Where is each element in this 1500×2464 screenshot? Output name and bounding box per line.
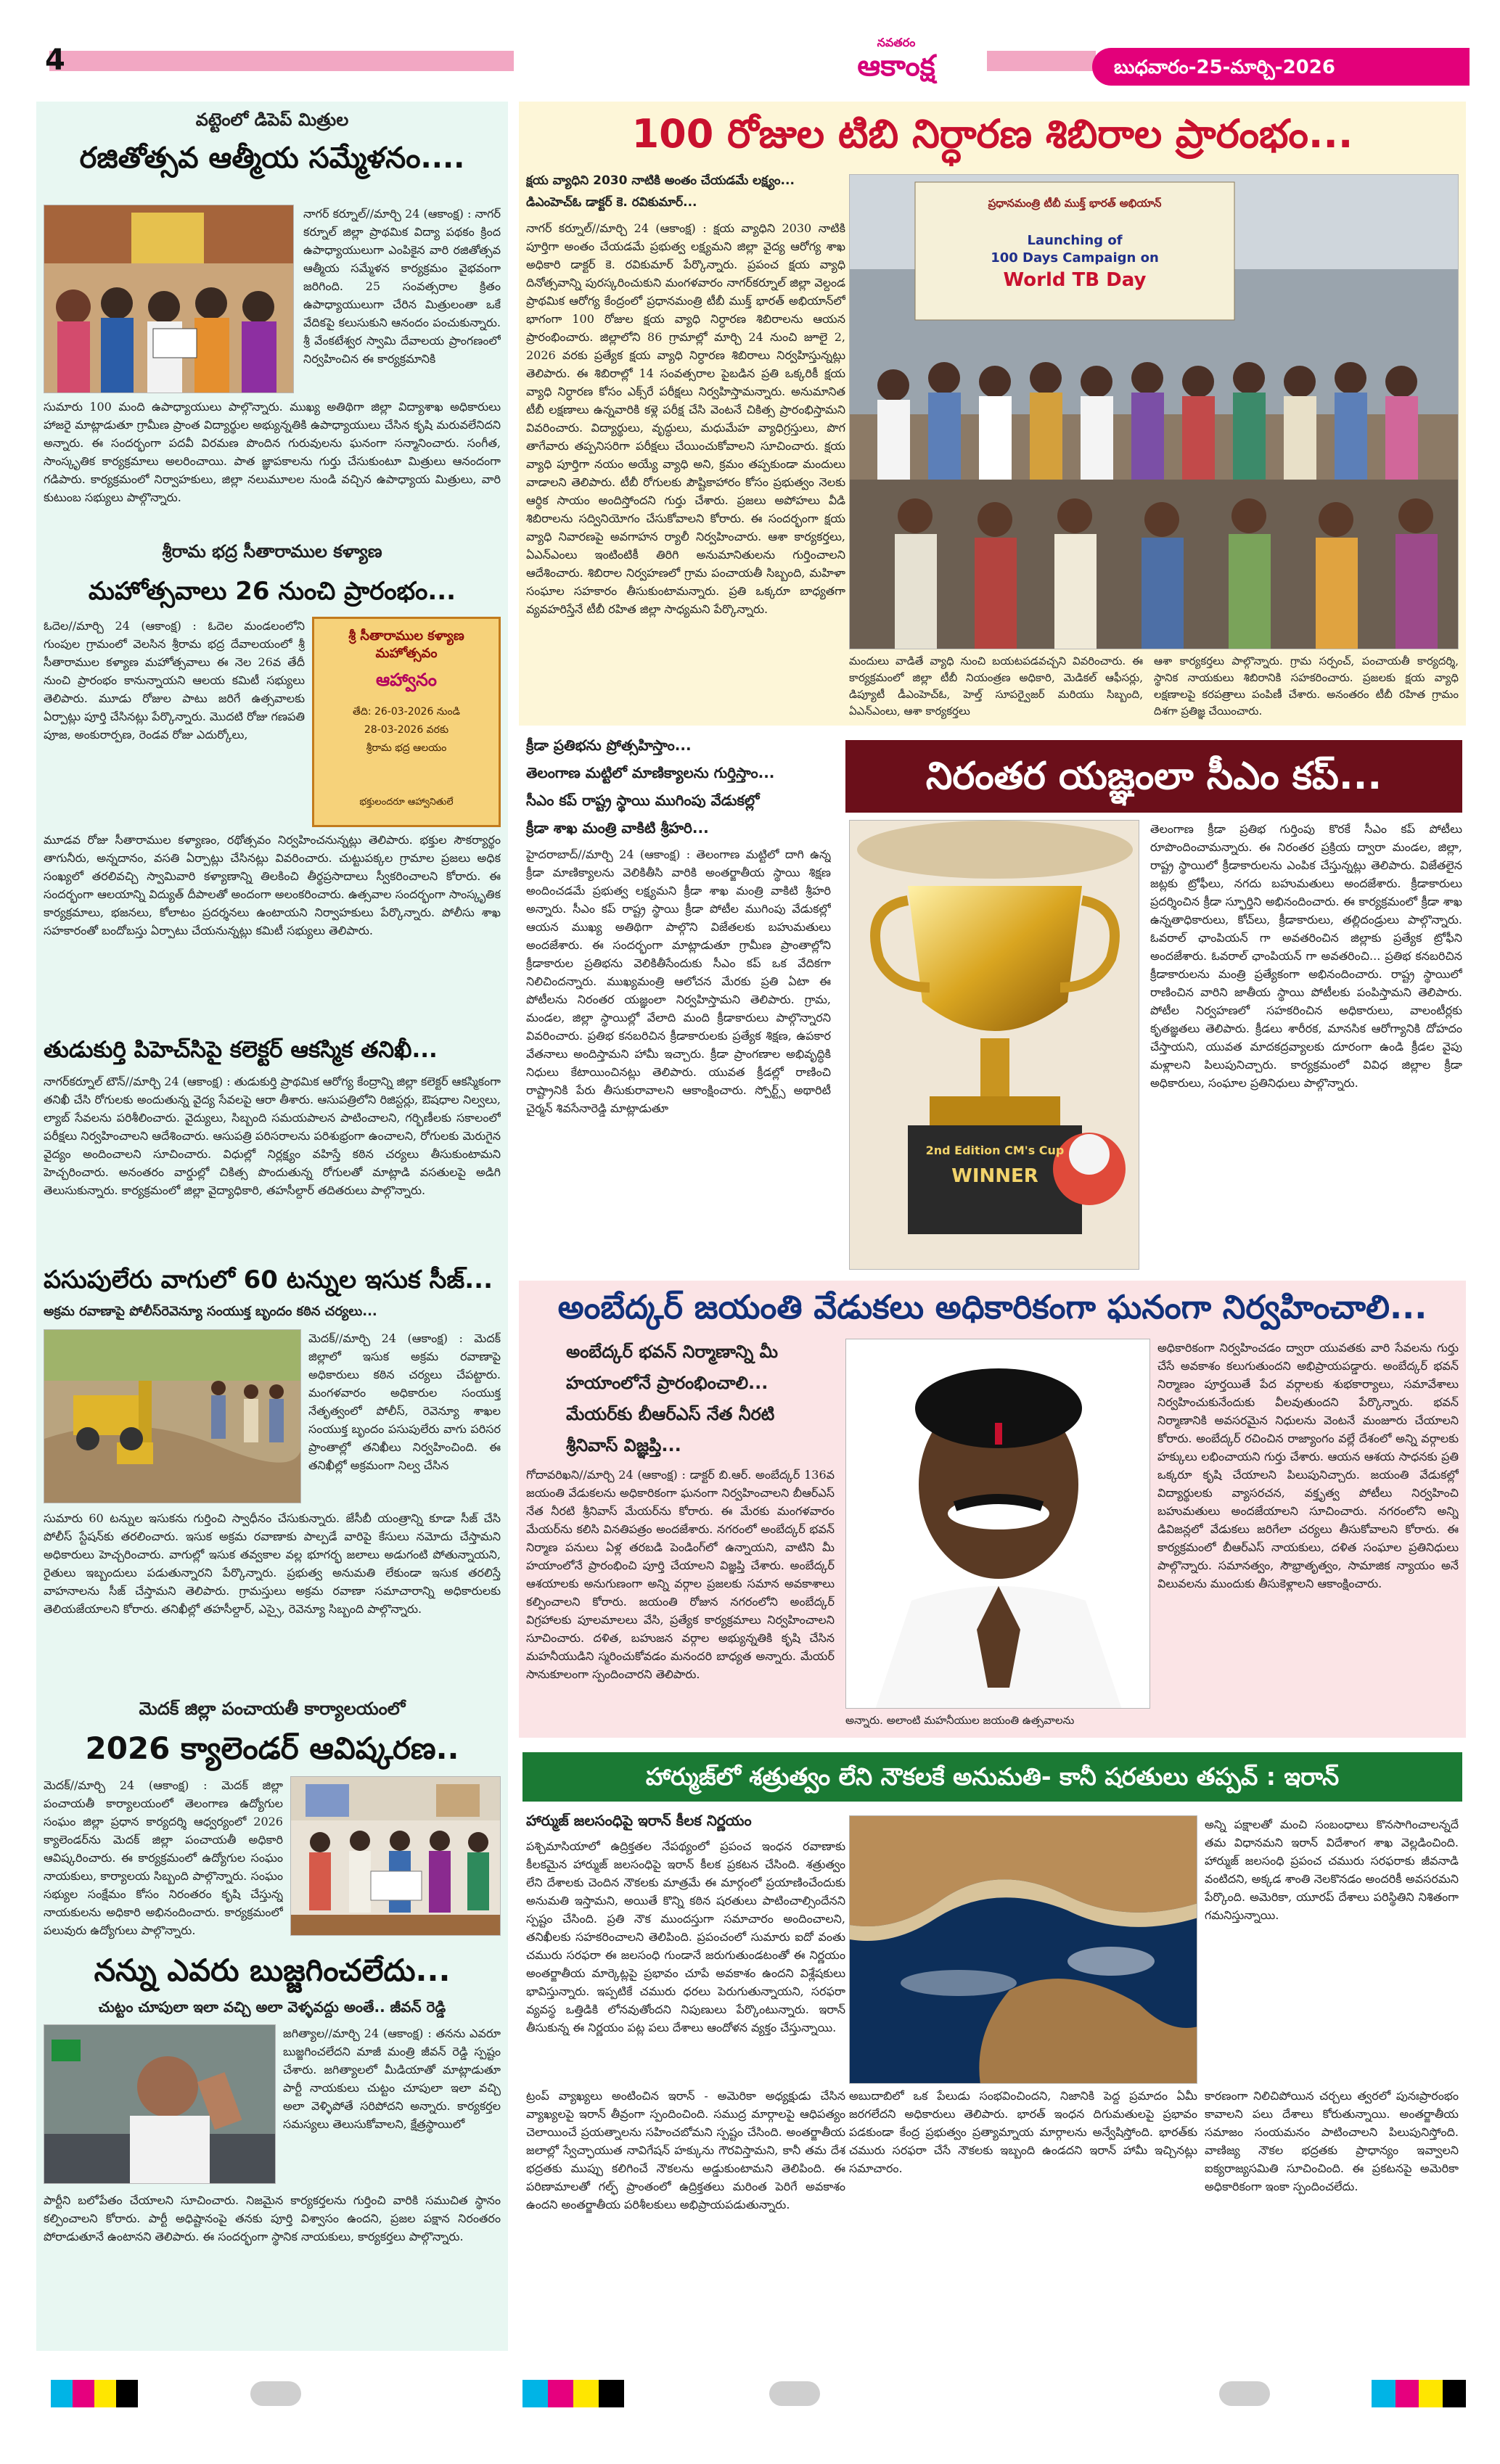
black-swatch [1443, 2380, 1467, 2407]
a5-body: మెదక్//మార్చి 24 (ఆకాంక్ష) : మెదక్ జిల్లా పంచాయతీ కార్యాలయంలో తెలంగాణ ఉద్యోగుల సంఘం జిల్లా ప్రధాన కార్యదర్శి ఆధ్వర్యంలో 2026 క్యాలెండర్‌ను మెదక్ జిల్లా పంచాయతీ అధికారి ఆవిష్కరించారు. ఈ కార్యక్రమంలో ఉద్యోగుల సంఘం నాయకులు, కార్యాలయ సిబ్బంది పాల్గొన్నారు. సంఘం సభ్యుల సంక్షేమం కోసం నిరంతరం కృషి చేస్తున్న నాయకులను అధికారి అభినందించారు. కార్యక్రమంలో పలువురు ఉద్యోగులు పాల్గొన్నారు. [44, 1778, 283, 1937]
a6-body-right: జగిత్యాల//మార్చి 24 (ఆకాంక్ష) : తనను ఎవరూ బుజ్జగించలేదని మాజీ మంత్రి జీవన్ రెడ్డి స్పష్టం చేశారు. జగిత్యాలలో మీడియాతో మాట్లాడుతూ పార్టీ నాయకులు చుట్టం చూపులా ఇలా వచ్చి అలా వెళ్ళిపోతే సరిపోదని అన్నారు. కార్యకర్తల సమస్యలు తెలుసుకోవాలని, క్షేత్రస్థాయిలో [283, 2026, 501, 2131]
trophy-svg [850, 821, 1139, 1270]
a3-headline: తుడుకుర్తి పిహెచ్‌సిపై కలెక్టర్ ఆకస్మిక తనిఖీ... [44, 1037, 438, 1063]
trophy-text-1: 2nd Edition CM's Cup [925, 1143, 1065, 1157]
tb-banner-text-1: ప్రధానమంత్రి టీబీ ముక్త్ భారత్ అభియాన్ [988, 197, 1162, 210]
satellite-svg [850, 1816, 1197, 2084]
magenta-swatch [548, 2380, 573, 2407]
iran-body-mid-lower: అబుదాబిలో ఒక పేలుడు సంభవించిందని, నిజానికి పెద్ద ప్రమాదం ఏమీ జరగలేదని అధికారులు తెలిపారు. భారత్ ఇంధన దిగుమతులపై ప్రభావం పడకుండా కేంద్ర ప్రభుత్వం ప్రత్యామ్నాయ మార్గాలను అన్వేషిస్తోంది. భారత్‌కు చమురు సరఫరా చేసే నౌకలకు ఇబ్బంది ఉండదని ఇరాన్ హామీ ఇచ్చినట్లు సమాచారం. [849, 2089, 1197, 2175]
iran-body-col1: పశ్చిమాసియాలో ఉద్రిక్తతల నేపథ్యంలో ప్రపంచ ఇంధన రవాణాకు కీలకమైన హార్ముజ్ జలసంధిపై ఇరాన్ కీలక ప్రకటన చేసింది. శత్రుత్వం లేని దేశాలకు చెందిన నౌకలకు మాత్రమే ఈ మార్గంలో ప్రయాణించేందుకు అనుమతి ఇస్తామని, అయితే కొన్ని కఠిన షరతులు పాటించాల్సిందేనని స్పష్టం చేసింది. ప్రతి నౌక ముందస్తుగా సమాచారం అందించాలని, తనిఖీలకు సహకరించాలని తెలిపింది. ప్రపంచంలో సుమారు ఐదో వంతు చమురు సరఫరా ఈ జలసంధి గుండానే జరుగుతుండటంతో ఈ నిర్ణయం అంతర్జాతీయ మార్కెట్లపై ప్రభావం చూపే అవకాశం ఉందని విశ్లేషకులు భావిస్తున్నారు. ఇప్పటికే చమురు ధరలు పెరుగుతున్నాయని, సరఫరా వ్యవస్థ ఒత్తిడికి లోనవుతోందని నిపుణులు పేర్కొంటున్నారు. ఇరాన్ తీసుకున్న ఈ నిర్ణయం పట్ల పలు దేశాలు ఆందోళన వ్యక్తం చేస్తున్నాయి. [526, 1839, 845, 2034]
a6-headline: నన్ను ఎవరు బుజ్జగించలేదు... [94, 1952, 451, 1988]
a6-photo-svg [44, 2025, 276, 2184]
poster-line-3: శ్రీరామ భద్ర ఆలయం [366, 742, 447, 754]
masthead-logo [787, 36, 1005, 87]
tb-body-bottom-right: ఆశా కార్యకర్తలు పాల్గొన్నారు. గ్రామ సర్పంచ్, పంచాయతీ కార్యదర్శి, స్థానిక నాయకులు శిబిరానికి సహకరించారు. ప్రజలకు క్షయ వ్యాధి లక్షణాలపై కరపత్రాలు పంపిణీ చేశారు. అనంతరం టీబీ రహిత గ్రామం దిశగా ప్రతిజ్ఞ చేయించారు. [1154, 654, 1459, 718]
cm-body-right: తెలంగాణ క్రీడా ప్రతిభ గుర్తింపు కొరకే సీఎం కప్ పోటీలు రూపొందించామన్నారు. ఈ నిరంతర ప్రక్రియ ద్వారా మండల, జిల్లా, రాష్ట్ర స్థాయిలో క్రీడాకారులను ఎంపిక చేస్తున్నట్లు తెలిపారు. విజేతలైన జట్లకు ట్రోఫీలు, నగదు బహుమతులు అందజేశారు. క్రీడాకారులు ప్రదర్శించిన క్రీడా స్ఫూర్తిని అభినందించారు. ఈ కార్యక్రమంలో క్రీడా శాఖ ఉన్నతాధికారులు, కోచ్‌లు, క్రీడాకారులు, తల్లిదండ్రులు పాల్గొన్నారు. ఓవరాల్ ఛాంపియన్ గా అవతరించిన జిల్లాకు ప్రత్యేక ట్రోఫీని అందజేశారు. ఓవరాల్ ఛాంపియన్ గా అవతరించి... ప్రతిభ కనబరిచిన క్రీడాకారులను మంత్రి ప్రత్యేకంగా అభినందించారు. రాష్ట్ర స్థాయిలో రాణించిన వారిని జాతీయ స్థాయి పోటీలకు పంపిస్తామని తెలిపారు. పోటీల నిర్వహణలో సహకరించిన అధికారులు, వాలంటీర్లకు కృతజ్ఞతలు తెలిపారు. క్రీడలు శారీరక, మానసిక ఆరోగ్యానికి దోహదం చేస్తాయని, యువత మాదకద్రవ్యాలకు దూరంగా ఉండి క్రీడల వైపు మళ్లాలని పిలుపునిచ్చారు. కార్యక్రమంలో వివిధ జిల్లాల క్రీడా అధికారులు, సంఘాల ప్రతినిధులు పాల్గొన్నారు. [1150, 822, 1462, 1090]
a1-headline: రజితోత్సవ ఆత్మీయ సమ్మేళనం.... [79, 141, 465, 175]
color-strip-3 [1372, 2380, 1466, 2407]
a4-photo-sand-seizure [44, 1329, 301, 1503]
a6-body-full: పార్టీని బలోపేతం చేయాలని సూచించారు. నిజమైన కార్యకర్తలను గుర్తించి వారికి సముచిత స్థానం కల్పించాలని కోరారు. పార్టీ అధిష్టానంపై తనకు పూర్తి విశ్వాసం ఉందని, ప్రజల పక్షాన నిరంతరం పోరాడుతూనే ఉంటానని తెలిపారు. ఈ సందర్భంగా స్థానిక నాయకులు, కార్యకర్తలు పాల్గొన్నారు. [44, 2193, 501, 2243]
tb-kicker-1: క్షయ వ్యాధిని 2030 నాటికి అంతం చేయడమే లక్ష్యం... [526, 173, 795, 188]
footer-marks [0, 2365, 1500, 2438]
a5-photo-calendar-release [290, 1776, 501, 1936]
a2-invitation-poster [312, 617, 501, 827]
page-header [0, 0, 1500, 87]
header-left-band [49, 51, 514, 71]
tb-banner-text-3: 100 Days Campaign on [991, 250, 1159, 266]
masthead-name: ఆకాంక్ష [857, 49, 935, 83]
a2-body-left: ఓదెల//మార్చి 24 (ఆకాంక్ష) : ఓదెల మండలంలోని గుంపుల గ్రామంలో వెలసిన శ్రీరామ భద్ర దేవాలయంలో శ్రీ సీతారాముల కళ్యాణ మహోత్సవాలు ఈ నెల 26వ తేదీ నుంచి ప్రారంభం కానున్నాయని ఆలయ కమిటీ సభ్యులు తెలిపారు. మూడు రోజుల పాటు జరిగే ఉత్సవాలకు ఏర్పాట్లు పూర్తి చేసినట్లు పేర్కొన్నారు. మొదటి రోజు గణపతి పూజ, అంకురార్పణ, రెండవ రోజు ఎదుర్కోలు, [44, 619, 305, 742]
black-swatch [599, 2380, 624, 2407]
a5-photo-svg [291, 1777, 501, 1936]
cyan-swatch [522, 2380, 548, 2407]
cyan-swatch [51, 2380, 73, 2407]
date-text: బుధవారం-25-మార్చి-2026 [1114, 57, 1335, 78]
amb-kicker-3: మేయర్‌కు బీఆర్ఎస్ నేత నీరటి [566, 1404, 775, 1424]
black-swatch [116, 2380, 138, 2407]
a3-body: నాగర్‌కర్నూల్ టౌన్//మార్చి 24 (ఆకాంక్ష) : తుడుకుర్తి ప్రాథమిక ఆరోగ్య కేంద్రాన్ని జిల్లా కలెక్టర్ ఆకస్మికంగా తనిఖీ చేసి రోగులకు అందుతున్న వైద్య సేవలపై ఆరా తీశారు. ఆసుపత్రిలోని రిజిస్టర్లు, ఔషధాల నిల్వలు, ల్యాబ్ సేవలను పరిశీలించారు. వైద్యులు, సిబ్బంది సమయపాలన పాటించాలని, గర్భిణీలకు సకాలంలో పరీక్షలు నిర్వహించాలని ఆదేశించారు. ఆసుపత్రి పరిసరాలను పరిశుభ్రంగా ఉంచాలని, రోగులకు మెరుగైన వైద్యం అందించాలని సూచించారు. విధుల్లో నిర్లక్ష్యం వహిస్తే కఠిన చర్యలు తీసుకుంటామని హెచ్చరించారు. అనంతరం వార్డుల్లో చికిత్స పొందుతున్న రోగులతో మాట్లాడి వసతులపై అడిగి తెలుసుకున్నారు. కార్యక్రమంలో జిల్లా వైద్యాధికారి, తహసీల్దార్ తదితరులు పాల్గొన్నారు. [44, 1075, 501, 1197]
a1-body-full: సుమారు 100 మంది ఉపాధ్యాయులు పాల్గొన్నారు. ముఖ్య అతిథిగా జిల్లా విద్యాశాఖ అధికారులు హాజరై మాట్లాడుతూ గ్రామీణ ప్రాంత విద్యార్థుల అభ్యున్నతికి ఉపాధ్యాయులు చేసిన కృషి మరువలేనిదని అన్నారు. ఈ సందర్భంగా పదవీ విరమణ పొందిన గురువులను ఘనంగా సన్మానించారు. సంగీత, సాంస్కృతిక కార్యక్రమాలు అలరించాయి. పాత జ్ఞాపకాలను గుర్తు చేసుకుంటూ మిత్రులు ఆనందంగా గడిపారు. కార్యక్రమంలో నిర్వాహకులు, జిల్లా నలుమూలల నుండి వచ్చిన ఉపాధ్యాయ మిత్రులు, వారి కుటుంబ సభ్యులు పాల్గొన్నారు. [44, 400, 501, 504]
a4-kicker: అక్రమ రవాణాపై పోలీస్‌రెవెన్యూ సంయుక్త బృందం కఠిన చర్యలు... [44, 1304, 377, 1319]
poster-title: శ్రీ సీతారాముల కళ్యాణ మహోత్సవం [348, 628, 464, 661]
tb-kicker-2: డిఎంహెచ్ఓ డాక్టర్ కె. రవికుమార్... [526, 195, 697, 210]
a5-kicker: మెదక్ జిల్లా పంచాయతీ కార్యాలయంలో [139, 1699, 406, 1719]
cm-kicker-3: సీఎం కప్ రాష్ట్ర స్థాయి ముగింపు వేడుకల్లో [526, 792, 760, 809]
a1-photo-group-function [44, 205, 294, 393]
a1-kicker: వట్టెంలో డిపెప్ మిత్రుల [195, 110, 349, 130]
amb-headline: అంబేద్కర్ జయంతి వేడుకలు అధికారికంగా ఘనంగా నిర్వహించాలి... [557, 1288, 1427, 1326]
cm-headline: నిరంతర యజ్ఞంలా సీఎం కప్... [925, 755, 1382, 798]
a2-body-full: మూడవ రోజు సీతారాముల కళ్యాణం, రథోత్సవం నిర్వహించనున్నట్లు తెలిపారు. భక్తుల సౌకర్యార్థం తాగునీరు, అన్నదానం, వసతి ఏర్పాట్లు చేసినట్లు వివరించారు. చుట్టుపక్కల గ్రామాల ప్రజలు అధిక సంఖ్యలో తరలివచ్చి స్వామివారి కళ్యాణాన్ని తిలకించి తీర్థప్రసాదాలు స్వీకరించాలని కోరారు. ఈ సందర్భంగా ఆలయాన్ని విద్యుత్ దీపాలతో అందంగా అలంకరించారు. ఉత్సవాల సందర్భంగా సాంస్కృతిక కార్యక్రమాలు, భజనలు, కోలాటం ప్రదర్శనలు ఉంటాయని నిర్వాహకులు పేర్కొన్నారు. పోలీసు శాఖ సహకారంతో బందోబస్తు ఏర్పాటు చేయనున్నట్లు కమిటీ సభ్యులు తెలిపారు. [44, 833, 501, 937]
iran-body-col1-lower: ట్రంప్ వ్యాఖ్యలు అంటించిన ఇరాన్ - అమెరికా అధ్యక్షుడు చేసిన వ్యాఖ్యలపై ఇరాన్ తీవ్రంగా స్పందించింది. సముద్ర మార్గాలపై ఆధిపత్యం చెలాయించే ప్రయత్నాలను సహించబోమని స్పష్టం చేసింది. అంతర్జాతీయ జలాల్లో స్వేచ్ఛాయుత నావిగేషన్ హక్కును గౌరవిస్తామని, కానీ తమ దేశ భద్రతకు ముప్పు కలిగించే నౌకలను అడ్డుకుంటామని తెలిపింది. ఈ పరిణామాలతో గల్ఫ్ ప్రాంతంలో ఉద్రిక్తతలు మరింత పెరిగే అవకాశం ఉందని అంతర్జాతీయ పరిశీలకులు అభిప్రాయపడుతున్నారు. [526, 2089, 845, 2212]
iran-satellite-photo [849, 1815, 1197, 2084]
gray-marker-3 [1219, 2381, 1270, 2406]
tb-photo-camp-launch [849, 174, 1459, 649]
amb-photo-svg [846, 1339, 1150, 1709]
a4-body-full: సుమారు 60 టన్నుల ఇసుకను గుర్తించి స్వాధీనం చేసుకున్నారు. జేసీబీ యంత్రాన్ని కూడా సీజ్ చేసి పోలీస్ స్టేషన్‌కు తరలించారు. ఇసుక అక్రమ రవాణాకు పాల్పడే వారిపై కేసులు నమోదు చేస్తామని అధికారులు హెచ్చరించారు. వాగుల్లో ఇసుక తవ్వకాల వల్ల భూగర్భ జలాలు అడుగంటి పోతున్నాయని, రైతులు ఇబ్బందులు పడుతున్నారని పేర్కొన్నారు. ప్రభుత్వ అనుమతి లేకుండా ఇసుక తరలిస్తే వాహనాలను సీజ్ చేస్తామని తెలిపారు. గ్రామస్తులు అక్రమ రవాణా సమాచారాన్ని అధికారులకు తెలియజేయాలని కోరారు. తనిఖీల్లో తహసీల్దార్, ఎస్సై, రెవెన్యూ సిబ్బంది పాల్గొన్నారు. [44, 1511, 501, 1616]
poster-footer: భక్తులందరూ ఆహ్వానితులే [359, 797, 454, 808]
tb-body-bottom-mid: మందులు వాడితే వ్యాధి నుంచి బయటపడవచ్చని వివరించారు. ఈ కార్యక్రమంలో జిల్లా టీబీ నియంత్రణ అధికారి, మెడికల్ ఆఫీసర్లు, డిప్యూటీ డీఎంహెచ్ఓ, హెల్త్ సూపర్వైజర్ మరియు సిబ్బంది, ఏఎన్ఎంలు, ఆశా కార్యకర్తలు [849, 654, 1143, 718]
gray-marker-2 [769, 2381, 820, 2406]
magenta-swatch [73, 2380, 94, 2407]
magenta-swatch [1396, 2380, 1419, 2407]
tb-headline: 100 రోజుల టిబి నిర్ధారణ శిబిరాల ప్రారంభం... [631, 111, 1353, 157]
iran-headline: హార్ముజ్‌లో శత్రుత్వం లేని నౌకలకే అనుమతి- కానీ షరతులు తప్పవ్ : ఇరాన్ [645, 1762, 1340, 1791]
cm-body-left: హైదరాబాద్//మార్చి 24 (ఆకాంక్ష) : తెలంగాణ మట్టిలో దాగి ఉన్న క్రీడా మాణిక్యాలను వెలికితీసి వారికి అంతర్జాతీయ స్థాయి శిక్షణ అందించడమే ప్రభుత్వ లక్ష్యమని క్రీడా శాఖ మంత్రి వాకిటి శ్రీహరి అన్నారు. సీఎం కప్ రాష్ట్ర స్థాయి క్రీడా పోటీల ముగింపు వేడుకల్లో ఆయన ముఖ్య అతిథిగా పాల్గొని విజేతలకు బహుమతులు అందజేశారు. ఈ సందర్భంగా మాట్లాడుతూ గ్రామీణ ప్రాంతాల్లోని క్రీడాకారుల ప్రతిభను వెలికితీసేందుకు సీఎం కప్ ఒక వేదికగా నిలిచిందన్నారు. ముఖ్యమంత్రి ఆలోచన మేరకు ప్రతి ఏటా ఈ పోటీలను నిరంతర యజ్ఞంలా నిర్వహిస్తామని తెలిపారు. గ్రామ, మండల, జిల్లా స్థాయిల్లో వేలాది మంది క్రీడాకారులు పాల్గొన్నారని వివరించారు. ప్రతిభ కనబరిచిన క్రీడాకారులకు ప్రత్యేక శిక్షణ, ఉపకార వేతనాలు అందిస్తామని హామీ ఇచ్చారు. క్రీడా ప్రాంగణాల అభివృద్ధికి నిధులు కేటాయించినట్లు తెలిపారు. యువత క్రీడల్లో రాణించి రాష్ట్రానికి పేరు తీసుకురావాలని ఆకాంక్షించారు. స్పోర్ట్స్ అథారిటీ చైర్మన్ శివసేనారెడ్డి మాట్లాడుతూ [526, 847, 831, 1115]
iran-kicker: హార్ముజ్ జలసంధిపై ఇరాన్ కీలక నిర్ణయం [526, 1812, 752, 1829]
masthead-small: నవతరం [877, 36, 916, 49]
trophy-text-2: WINNER [951, 1165, 1038, 1187]
amb-body-right: అధికారికంగా నిర్వహించడం ద్వారా యువతకు వారి సేవలను గుర్తు చేసే అవకాశం కలుగుతుందని అభిప్రాయపడ్డారు. అంబేద్కర్ భవన్ నిర్మాణం పూర్తయితే పేద వర్గాలకు శుభకార్యాలు, సమావేశాలు నిర్వహించుకునేందుకు వీలవుతుందని పేర్కొన్నారు. భవన్ నిర్మాణానికి అవసరమైన నిధులను వెంటనే మంజూరు చేయాలని కోరారు. అంబేద్కర్ రచించిన రాజ్యాంగం వల్లే దేశంలో అన్ని వర్గాలకు హక్కులు లభించాయని గుర్తు చేశారు. ఆయన ఆశయ సాధనకు ప్రతి ఒక్కరూ కృషి చేయాలని పిలుపునిచ్చారు. జయంతి వేడుకల్లో విద్యార్థులకు వ్యాసరచన, వక్తృత్వ పోటీలు నిర్వహించి బహుమతులు అందజేయాలని సూచించారు. నగరంలోని అన్ని డివిజన్లలో వేడుకలు జరిగేలా చర్యలు తీసుకోవాలని కోరారు. ఈ కార్యక్రమంలో బీఆర్ఎస్ నాయకులు, దళిత సంఘాల ప్రతినిధులు పాల్గొన్నారు. సమానత్వం, సౌభ్రాతృత్వం, సామాజిక న్యాయం అనే విలువలను ముందుకు తీసుకెళ్లాలని ఆకాంక్షించారు. [1157, 1341, 1459, 1590]
iran-body-right-lower: కారణంగా నిలిచిపోయిన చర్చలు త్వరలో పునఃప్రారంభం కావాలని పలు దేశాలు కోరుతున్నాయి. అంతర్జాతీయ సమాజం సంయమనం పాటించాలని పిలుపునిస్తోంది. వాణిజ్య నౌకల భద్రతకు ప్రాధాన్యం ఇవ్వాలని ఐక్యరాజ్యసమితి సూచించింది. ఈ ప్రకటనపై అమెరికా అధికారికంగా ఇంకా స్పందించలేదు. [1205, 2089, 1459, 2193]
iran-body-col3: అన్ని పక్షాలతో మంచి సంబంధాలు కొనసాగించాలన్నదే తమ విధానమని ఇరాన్ విదేశాంగ శాఖ వెల్లడించింది. హార్ముజ్ జలసంధి ప్రపంచ చమురు సరఫరాకు జీవనాడి వంటిదని, అక్కడ శాంతి నెలకొనడం అందరికీ అవసరమని పేర్కొంది. అమెరికా, యూరప్ దేశాలు పరిస్థితిని నిశితంగా గమనిస్తున్నాయి. [1205, 1818, 1459, 1922]
yellow-swatch [1419, 2380, 1443, 2407]
amb-photo-caption: అన్నారు. అలాంటి మహనీయుల జయంతి ఉత్సవాలను [845, 1714, 1075, 1727]
a4-body-right: మెదక్//మార్చి 24 (ఆకాంక్ష) : మెదక్ జిల్లాలో ఇసుక అక్రమ రవాణాపై అధికారులు కఠిన చర్యలు చేపట్టారు. మంగళవారం అధికారుల సంయుక్త నేతృత్వంలో పోలీస్, రెవెన్యూ శాఖల సంయుక్త బృందం పసుపులేరు వాగు పరిసర ప్రాంతాల్లో తనిఖీలు నిర్వహించింది. ఈ తనిఖీల్లో అక్రమంగా నిల్వ చేసిన [308, 1331, 501, 1472]
a2-kicker: శ్రీరామ భద్ర సీతారాముల కళ్యాణ [162, 541, 382, 562]
a6-photo-jeevan-reddy [44, 2024, 276, 2184]
yellow-swatch [573, 2380, 599, 2407]
cyan-swatch [1372, 2380, 1396, 2407]
amb-photo-srinivas [845, 1339, 1150, 1709]
tb-body-main: నాగర్ కర్నూల్//మార్చి 24 (ఆకాంక్ష) : క్షయ వ్యాధిని 2030 నాటికి పూర్తిగా అంతం చేయడమే ప్రభుత్వ లక్ష్యమని జిల్లా వైద్య ఆరోగ్య శాఖ అధికారి డాక్టర్ కె. రవికుమార్ పేర్కొన్నారు. ప్రపంచ క్షయ వ్యాధి దినోత్సవాన్ని పురస్కరించుకుని మంగళవారం నాగర్‌కర్నూల్ జిల్లా వెల్దండ ప్రాథమిక ఆరోగ్య కేంద్రంలో ప్రధానమంత్రి టీబీ ముక్త్ భారత్ అభియాన్‌లో భాగంగా 100 రోజుల క్షయ వ్యాధి నిర్ధారణ శిబిరాలను ఆయన ప్రారంభించారు. జిల్లాలోని 86 గ్రామాల్లో మార్చి 24 నుంచి జూలై 2, 2026 వరకు ప్రత్యేక క్షయ వ్యాధి నిర్ధారణ శిబిరాలు నిర్వహిస్తున్నట్లు తెలిపారు. ఈ శిబిరాల్లో 14 సంవత్సరాల పైబడిన ప్రతి ఒక్కరికీ క్షయ వ్యాధి నిర్ధారణ కోసం ఎక్స్‌రే పరీక్షలు నిర్వహిస్తామన్నారు. అనుమానిత టీబీ లక్షణాలు ఉన్నవారికి కళ్లె పరీక్ష చేసి వెంటనే చికిత్స ప్రారంభిస్తామని వివరించారు. విద్యార్థులు, వృద్ధులు, మధుమేహ వ్యాధిగ్రస్తులు, పొగ తాగేవారు తప్పనిసరిగా పరీక్షలు చేయించుకోవాలని సూచించారు. క్షయ వ్యాధి పూర్తిగా నయం అయ్యే వ్యాధి అని, క్రమం తప్పకుండా మందులు వాడాలని తెలిపారు. టీబీ రోగులకు పౌష్టికాహారం కోసం ప్రభుత్వం నెలకు ఆర్థిక సాయం అందిస్తోందని గుర్తు చేశారు. ప్రజలు అపోహలు వీడి శిబిరాలను సద్వినియోగం చేసుకోవాలని కోరారు. ఈ సందర్భంగా క్షయ వ్యాధి నివారణపై అవగాహన ర్యాలీ నిర్వహించారు. ఆశా కార్యకర్తలు, ఏఎన్ఎంలు ఇంటింటికీ తిరిగి అనుమానితులను గుర్తించాలని ఆదేశించారు. శిబిరాల నిర్వహణలో గ్రామ పంచాయతీ సిబ్బంది, మహిళా సంఘాల సహకారం తీసుకుంటామన్నారు. ప్రతి ఒక్కరూ బాధ్యతగా వ్యవహరిస్తేనే టీబీ రహిత జిల్లా సాధ్యమని పేర్కొన్నారు. [526, 221, 845, 616]
color-strip-2 [522, 2380, 624, 2407]
amb-kicker-1: అంబేద్కర్ భవన్ నిర్మాణాన్ని మీ [566, 1342, 779, 1362]
a2-headline: మహోత్సవాలు 26 నుంచి ప్రారంభం... [88, 577, 456, 606]
cm-kicker-4: క్రీడా శాఖ మంత్రి వాకిటి శ్రీహరి... [526, 819, 709, 837]
poster-subtitle: ఆహ్వానం [376, 670, 437, 690]
a1-body-right: నాగర్ కర్నూల్//మార్చి 24 (ఆకాంక్ష) : నాగర్ కర్నూల్ జిల్లా ప్రాథమిక విద్యా పథకం క్రింద ఉపాధ్యాయులుగా ఎంపికైన వారి రజితోత్సవ ఆత్మీయ సమ్మేళన కార్యక్రమం వైభవంగా జరిగింది. 25 సంవత్సరాల క్రితం ఉపాధ్యాయులుగా చేరిన మిత్రులంతా ఒకే వేదికపై కలుసుకుని ఆనందం పంచుకున్నారు. శ్రీ వేంకటేశ్వర స్వామి దేవాలయ ప్రాంగణంలో నిర్వహించిన ఈ కార్యక్రమానికి [303, 207, 501, 366]
gray-marker-1 [250, 2381, 301, 2406]
page-number: 4 [45, 44, 65, 77]
cm-kicker-2: తెలంగాణ మట్టిలో మాణిక్యాలను గుర్తిస్తాం... [526, 764, 775, 781]
poster-line-2: 28-03-2026 వరకు [364, 724, 449, 736]
cm-trophy-image [849, 820, 1139, 1270]
a5-headline: 2026 క్యాలెండర్ ఆవిష్కరణ.. [85, 1730, 459, 1766]
color-strip-1 [51, 2380, 138, 2407]
tb-banner-text-4: World TB Day [1003, 269, 1147, 291]
amb-kicker-4: శ్రీనివాస్ విజ్ఞప్తి... [566, 1435, 681, 1455]
a4-headline: పసుపులేరు వాగులో 60 టన్నుల ఇసుక సీజ్... [44, 1265, 493, 1294]
yellow-swatch [94, 2380, 116, 2407]
tb-banner-text-2: Launching of [1027, 233, 1123, 248]
a4-photo-svg [44, 1330, 301, 1503]
a1-photo-svg [44, 205, 294, 393]
cm-kicker-1: క్రీడా ప్రతిభను ప్రోత్సహిస్తాం... [526, 736, 692, 754]
amb-body-left: గోదావరిఖని//మార్చి 24 (ఆకాంక్ష) : డాక్టర్ బి.ఆర్. అంబేద్కర్ 136వ జయంతి వేడుకలను అధికారికంగా ఘనంగా నిర్వహించాలని బీఆర్ఎస్ నేత నీరటి శ్రీనివాస్ మేయర్‌ను కోరారు. ఈ మేరకు మంగళవారం మేయర్‌ను కలిసి వినతిపత్రం అందజేశారు. నగరంలో అంబేద్కర్ భవన్ నిర్మాణ పనులు ఏళ్ల తరబడి పెండింగ్‌లో ఉన్నాయని, వాటిని మీ హయాంలోనే ప్రారంభించి పూర్తి చేయాలని విజ్ఞప్తి చేశారు. అంబేద్కర్ ఆశయాలకు అనుగుణంగా అన్ని వర్గాల ప్రజలకు సమాన అవకాశాలు కల్పించాలని కోరారు. జయంతి రోజున నగరంలోని అంబేద్కర్ విగ్రహాలకు పూలమాలలు వేసి, ప్రత్యేక కార్యక్రమాలు నిర్వహించాలని సూచించారు. దళిత, బహుజన వర్గాల అభ్యున్నతికి కృషి చేసిన మహనీయుడిని స్మరించుకోవడం మనందరి బాధ్యత అన్నారు. మేయర్ సానుకూలంగా స్పందించారని తెలిపారు. [526, 1468, 835, 1681]
amb-kicker-2: హయాంలోనే ప్రారంభించాలి... [566, 1373, 769, 1393]
a6-kicker: చుట్టం చూపులా ఇలా వచ్చి అలా వెళ్ళవద్దు అంతే.. జీవన్ రెడ్డి [98, 1998, 446, 2016]
poster-line-1: తేది: 26-03-2026 నుండి [353, 706, 460, 718]
